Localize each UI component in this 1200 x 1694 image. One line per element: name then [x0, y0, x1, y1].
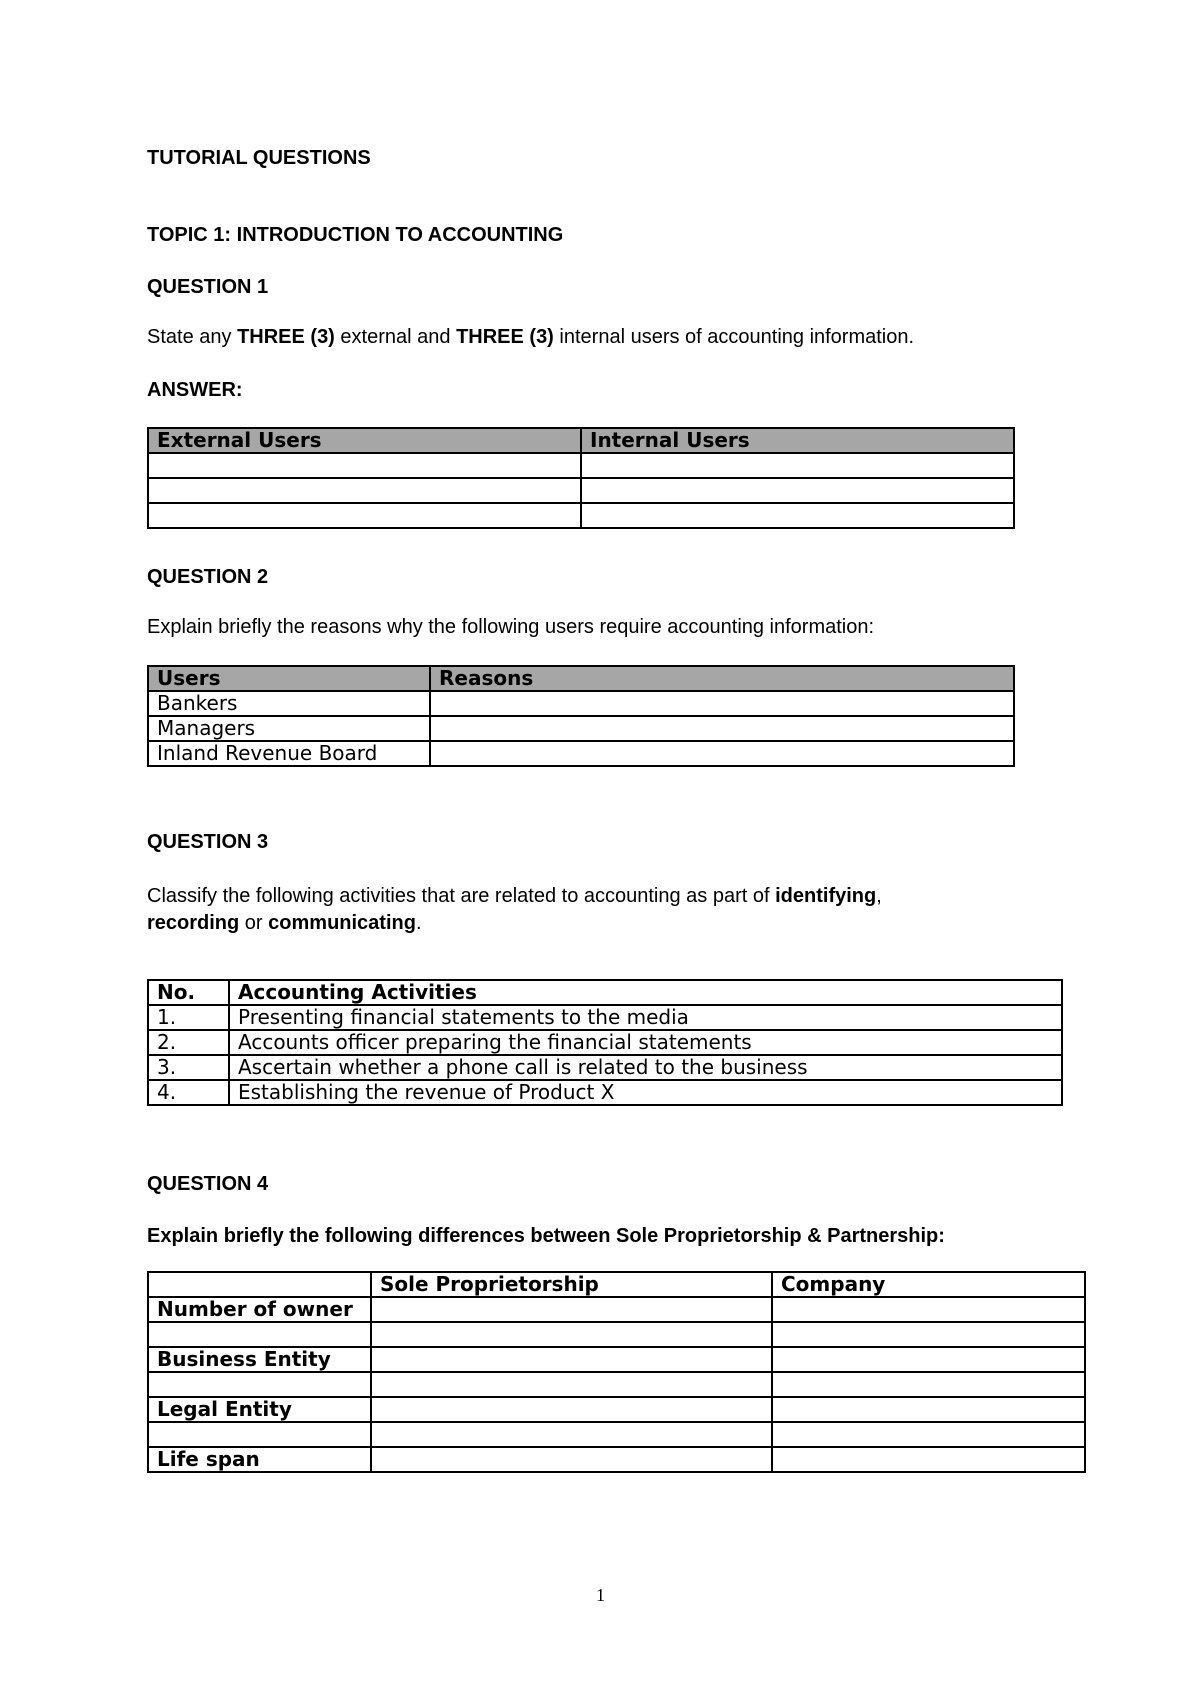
question-3-text-line-1	[147, 883, 882, 909]
row-label: Life span	[148, 1447, 371, 1472]
users-table	[147, 427, 1015, 529]
table-row	[148, 1322, 1085, 1347]
q1-bold-three: THREE (3)	[237, 326, 335, 348]
row-label: Legal Entity	[148, 1397, 371, 1422]
header-internal-users: Internal Users	[581, 428, 1014, 453]
answer-cell[interactable]	[371, 1322, 772, 1347]
table-row	[148, 1372, 1085, 1397]
activity-cell: Establishing the revenue of Product X	[229, 1080, 1062, 1105]
answer-cell[interactable]	[148, 503, 581, 528]
answer-cell[interactable]	[581, 453, 1014, 478]
table-row	[148, 453, 1014, 478]
activities-table	[147, 979, 1063, 1106]
table-row	[148, 1297, 1085, 1322]
answer-cell[interactable]	[772, 1297, 1085, 1322]
question-2-heading: QUESTION 2	[147, 566, 269, 588]
user-cell: Managers	[148, 716, 430, 741]
activity-cell: Ascertain whether a phone call is related to the business	[229, 1055, 1062, 1080]
header-users: Users	[148, 666, 430, 691]
activity-cell: Accounts officer preparing the financial statements	[229, 1030, 1062, 1055]
row-number: 2.	[148, 1030, 229, 1055]
answer-cell[interactable]	[772, 1397, 1085, 1422]
table-header-row	[148, 428, 1014, 453]
reasons-table	[147, 665, 1015, 767]
header-sole-proprietorship: Sole Proprietorship	[371, 1272, 772, 1297]
answer-cell[interactable]	[371, 1422, 772, 1447]
table-row	[148, 741, 1014, 766]
row-label	[148, 1422, 371, 1447]
table-row	[148, 1080, 1062, 1105]
table-row	[148, 1030, 1062, 1055]
page-number: 1	[596, 1585, 605, 1605]
document-title: TUTORIAL QUESTIONS	[147, 147, 371, 169]
q3-text-part: .	[415, 912, 422, 934]
q1-text-part: State any	[147, 326, 238, 348]
table-header-row	[148, 980, 1062, 1005]
table-row	[148, 1005, 1062, 1030]
q3-text-part: ,	[876, 885, 882, 907]
table-row	[148, 1397, 1085, 1422]
row-label	[148, 1372, 371, 1397]
answer-cell[interactable]	[430, 741, 1014, 766]
user-cell: Inland Revenue Board	[148, 741, 430, 766]
row-label	[148, 1322, 371, 1347]
answer-cell[interactable]	[430, 716, 1014, 741]
question-3-heading: QUESTION 3	[147, 831, 269, 853]
header-blank	[148, 1272, 371, 1297]
q3-text-part: Classify the following activities that are related to accounting as part of	[147, 885, 776, 907]
row-number: 3.	[148, 1055, 229, 1080]
answer-cell[interactable]	[772, 1447, 1085, 1472]
q1-bold-three: THREE (3)	[456, 326, 554, 348]
answer-cell[interactable]	[371, 1372, 772, 1397]
answer-cell[interactable]	[772, 1422, 1085, 1447]
table-row	[148, 716, 1014, 741]
answer-cell[interactable]	[371, 1297, 772, 1322]
row-number: 1.	[148, 1005, 229, 1030]
row-label: Business Entity	[148, 1347, 371, 1372]
answer-cell[interactable]	[371, 1397, 772, 1422]
answer-cell[interactable]	[148, 478, 581, 503]
answer-cell[interactable]	[581, 503, 1014, 528]
q1-text-part: internal users of accounting information.	[553, 326, 915, 348]
question-4-text: Explain briefly the following differences between Sole Proprietorship & Partnership:	[147, 1225, 945, 1247]
table-header-row	[148, 666, 1014, 691]
answer-cell[interactable]	[772, 1322, 1085, 1347]
answer-cell[interactable]	[430, 691, 1014, 716]
answer-cell[interactable]	[772, 1372, 1085, 1397]
question-4-heading: QUESTION 4	[147, 1173, 269, 1195]
answer-cell[interactable]	[371, 1347, 772, 1372]
answer-label: ANSWER:	[147, 379, 243, 401]
table-row	[148, 1422, 1085, 1447]
user-cell: Bankers	[148, 691, 430, 716]
q3-bold-recording: recording	[147, 912, 240, 934]
answer-cell[interactable]	[772, 1347, 1085, 1372]
table-row	[148, 691, 1014, 716]
answer-cell[interactable]	[371, 1447, 772, 1472]
question-2-text: Explain briefly the reasons why the following users require accounting information:	[147, 616, 875, 638]
header-company: Company	[772, 1272, 1085, 1297]
q3-text-part: or	[239, 912, 269, 934]
header-external-users: External Users	[148, 428, 581, 453]
topic-heading: TOPIC 1: INTRODUCTION TO ACCOUNTING	[147, 224, 564, 246]
table-row	[148, 503, 1014, 528]
header-reasons: Reasons	[430, 666, 1014, 691]
row-label: Number of owner	[148, 1297, 371, 1322]
header-no: No.	[148, 980, 229, 1005]
question-1-text	[147, 324, 914, 350]
table-row	[148, 1055, 1062, 1080]
answer-cell[interactable]	[581, 478, 1014, 503]
q1-text-part: external and	[334, 326, 457, 348]
table-header-row	[148, 1272, 1085, 1297]
q3-bold-communicating: communicating	[268, 912, 416, 934]
q3-bold-identifying: identifying	[775, 885, 877, 907]
answer-cell[interactable]	[148, 453, 581, 478]
question-1-heading: QUESTION 1	[147, 276, 269, 298]
question-3-text-line-2	[147, 910, 422, 936]
differences-table	[147, 1271, 1086, 1473]
table-row	[148, 478, 1014, 503]
activity-cell: Presenting financial statements to the media	[229, 1005, 1062, 1030]
row-number: 4.	[148, 1080, 229, 1105]
table-row	[148, 1447, 1085, 1472]
table-row	[148, 1347, 1085, 1372]
header-accounting-activities: Accounting Activities	[229, 980, 1062, 1005]
